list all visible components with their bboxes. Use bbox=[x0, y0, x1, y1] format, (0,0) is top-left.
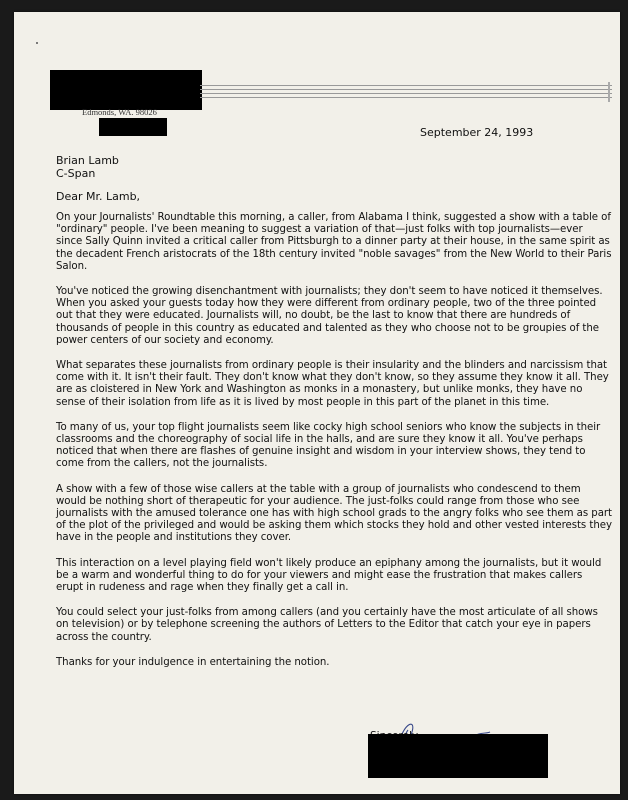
paragraph-2: You've noticed the growing disenchantment with journalists; they don't seem to have noticed it themselves. When you asked your guests today how they were different from ordinary people, two of the three pointed out that they were educated. Journalists will, no doubt, be the last to know that there are hundreds of thousands of people in this country as educated and talented as they who choose not to be groupies of the power centers of our society and economy. bbox=[56, 286, 603, 346]
paragraph-3: What separates these journalists from ordinary people is their insularity and the blinders and narcissism that come with it. It isn't their fault. They don't know what they don't know, so they assume they know it all. They are as cloistered in New York and Washington as monks in a monastery, but unlike monks, they have no sense of their isolation from life as it is lived by most people in this part of the planet in this time. bbox=[56, 360, 609, 408]
sender-address: Edmonds, WA. 98026 bbox=[82, 107, 157, 117]
paragraph-7: You could select your just-folks from among callers (and you certainly have the most articulate of all shows on television) or by telephone screening the authors of Letters to the Editor that catch your eye in papers across the country. bbox=[56, 607, 598, 643]
redacted-signature bbox=[368, 734, 548, 778]
salutation: Dear Mr. Lamb, bbox=[56, 190, 141, 203]
paragraph-6: This interaction on a level playing field won't likely produce an epiphany among the journalists, but it would be a warm and wonderful thing to do for your viewers and might ease the frustration that makes callers erupt in rudeness and rage when they finally get a call in. bbox=[56, 557, 602, 594]
paragraph-8: Thanks for your indulgence in entertaining the notion. bbox=[56, 656, 330, 668]
letter-date: September 24, 1993 bbox=[420, 126, 534, 139]
letterhead-rule bbox=[200, 85, 612, 99]
recipient-org: C-Span bbox=[56, 167, 96, 180]
recipient-name: Brian Lamb bbox=[56, 154, 119, 167]
paper-speck bbox=[36, 42, 38, 44]
letter-body bbox=[56, 212, 612, 682]
recipient-block bbox=[56, 154, 119, 180]
paragraph-4: To many of us, your top flight journalists seem like cocky high school seniors who know the subjects in their classrooms and the choreography of social life in the halls, and are sure they know it all. You've perhaps noticed that when there are flashes of genuine insight and wisdom in your interview shows, they tend to come from the callers, not the journalists. bbox=[56, 421, 601, 470]
redacted-address bbox=[99, 118, 167, 136]
redacted-letterhead bbox=[50, 70, 202, 110]
paragraph-5: A show with a few of those wise callers at the table with a group of journalists who condescend to them would be nothing short of therapeutic for your audience. The just-folks could range from those who see journalists with the amused tolerance one has with high school grads to the angry folks who see them as part of the plot of the privileged and would be asking them which stocks they hold and other vested interests they have in the people and institutions they cover. bbox=[56, 483, 612, 544]
paragraph-1: On your Journalists' Roundtable this morning, a caller, from Alabama I think, suggested a show with a table of "ordinary" people. I've been meaning to suggest a variation of that—just folks with top journalists—ever since Sally Quinn invited a critical caller from Pittsburgh to a dinner party at their house, in the same spirit as the decadent French aristocrats of the 18th century invited "noble savages" from the New World to their Paris Salon. bbox=[56, 212, 612, 272]
letterhead-rule-end bbox=[608, 82, 610, 102]
letter-page bbox=[14, 12, 620, 794]
